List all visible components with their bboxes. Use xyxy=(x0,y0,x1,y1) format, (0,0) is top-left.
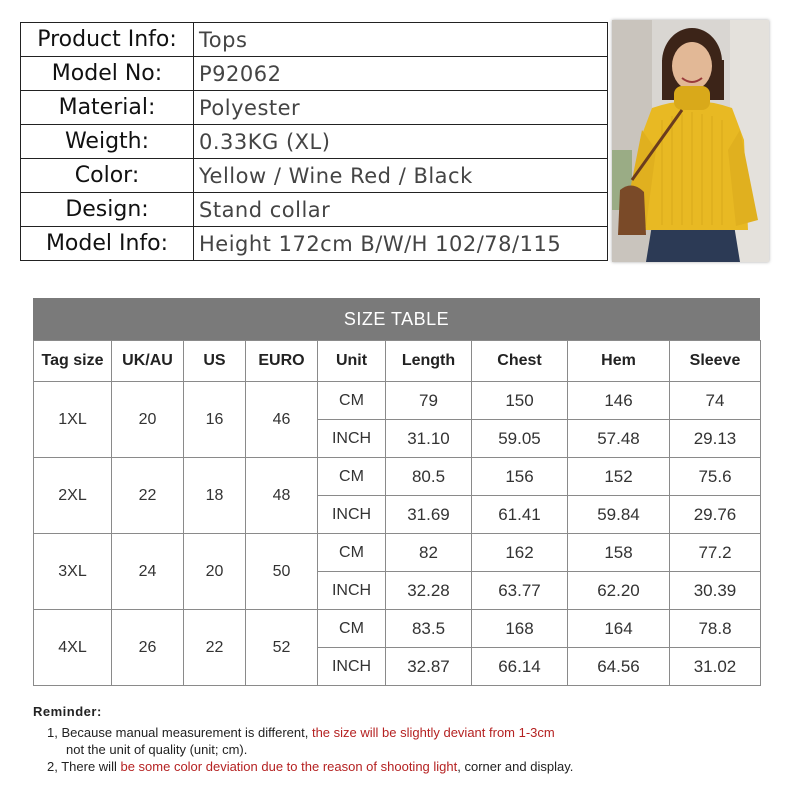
model-photo xyxy=(612,20,769,262)
chest-cell: 168 xyxy=(472,610,568,648)
info-value: Yellow / Wine Red / Black xyxy=(194,159,608,193)
euro-cell: 50 xyxy=(246,534,318,610)
euro-cell: 48 xyxy=(246,458,318,534)
info-value: Stand collar xyxy=(194,193,608,227)
info-label: Model Info: xyxy=(21,227,194,261)
sleeve-cell: 77.2 xyxy=(670,534,761,572)
hem-cell: 59.84 xyxy=(568,496,670,534)
us-cell: 22 xyxy=(184,610,246,686)
reminder-highlight: the size will be slightly deviant from 1-3cm xyxy=(311,725,555,740)
uk-au-cell: 20 xyxy=(112,382,184,458)
tag-size-cell: 1XL xyxy=(34,382,112,458)
product-info-table xyxy=(20,22,608,261)
us-cell: 16 xyxy=(184,382,246,458)
column-header: Length xyxy=(386,341,472,382)
hem-cell: 146 xyxy=(568,382,670,420)
table-row xyxy=(34,534,761,572)
reminder-highlight: be some color deviation due to the reason of shooting light xyxy=(120,759,458,774)
hem-cell: 158 xyxy=(568,534,670,572)
info-row-design xyxy=(21,193,608,227)
hem-cell: 152 xyxy=(568,458,670,496)
info-row-product xyxy=(21,23,608,57)
info-row-model-no xyxy=(21,57,608,91)
info-value: Tops xyxy=(194,23,608,57)
info-row-weight xyxy=(21,125,608,159)
hem-cell: 57.48 xyxy=(568,420,670,458)
sleeve-cell: 74 xyxy=(670,382,761,420)
unit-cell: CM xyxy=(318,458,386,496)
uk-au-cell: 26 xyxy=(112,610,184,686)
sleeve-cell: 29.13 xyxy=(670,420,761,458)
size-chart xyxy=(33,298,760,686)
sleeve-cell: 30.39 xyxy=(670,572,761,610)
info-label: Material: xyxy=(21,91,194,125)
us-cell: 20 xyxy=(184,534,246,610)
reminder-title: Reminder: xyxy=(33,704,102,719)
unit-cell: INCH xyxy=(318,420,386,458)
column-header: EURO xyxy=(246,341,318,382)
length-cell: 32.87 xyxy=(386,648,472,686)
column-header: US xyxy=(184,341,246,382)
reminder-text: 1, Because manual measurement is different, xyxy=(47,725,312,740)
info-value: P92062 xyxy=(194,57,608,91)
tag-size-cell: 3XL xyxy=(34,534,112,610)
reminder-section xyxy=(33,704,773,775)
length-cell: 83.5 xyxy=(386,610,472,648)
hem-cell: 164 xyxy=(568,610,670,648)
euro-cell: 46 xyxy=(246,382,318,458)
chest-cell: 59.05 xyxy=(472,420,568,458)
info-row-model-info xyxy=(21,227,608,261)
length-cell: 82 xyxy=(386,534,472,572)
tag-size-cell: 4XL xyxy=(34,610,112,686)
info-value: 0.33KG (XL) xyxy=(194,125,608,159)
length-cell: 80.5 xyxy=(386,458,472,496)
info-label: Color: xyxy=(21,159,194,193)
info-label: Model No: xyxy=(21,57,194,91)
reminder-text: 2, There will xyxy=(47,759,121,774)
column-header: Sleeve xyxy=(670,341,761,382)
chest-cell: 66.14 xyxy=(472,648,568,686)
unit-cell: CM xyxy=(318,610,386,648)
reminder-line-1 xyxy=(47,724,773,741)
chest-cell: 61.41 xyxy=(472,496,568,534)
size-table xyxy=(33,340,761,686)
info-value: Height 172cm B/W/H 102/78/115 xyxy=(194,227,608,261)
info-row-material xyxy=(21,91,608,125)
hem-cell: 62.20 xyxy=(568,572,670,610)
info-label: Product Info: xyxy=(21,23,194,57)
length-cell: 79 xyxy=(386,382,472,420)
us-cell: 18 xyxy=(184,458,246,534)
sleeve-cell: 75.6 xyxy=(670,458,761,496)
column-header: UK/AU xyxy=(112,341,184,382)
size-table-header-row xyxy=(34,341,761,382)
unit-cell: CM xyxy=(318,534,386,572)
reminder-text: , corner and display. xyxy=(457,759,574,774)
sleeve-cell: 78.8 xyxy=(670,610,761,648)
table-row xyxy=(34,382,761,420)
chest-cell: 156 xyxy=(472,458,568,496)
hem-cell: 64.56 xyxy=(568,648,670,686)
column-header: Tag size xyxy=(34,341,112,382)
unit-cell: CM xyxy=(318,382,386,420)
sleeve-cell: 29.76 xyxy=(670,496,761,534)
column-header: Hem xyxy=(568,341,670,382)
length-cell: 32.28 xyxy=(386,572,472,610)
unit-cell: INCH xyxy=(318,648,386,686)
length-cell: 31.10 xyxy=(386,420,472,458)
unit-cell: INCH xyxy=(318,572,386,610)
euro-cell: 52 xyxy=(246,610,318,686)
uk-au-cell: 22 xyxy=(112,458,184,534)
info-value: Polyester xyxy=(194,91,608,125)
tag-size-cell: 2XL xyxy=(34,458,112,534)
column-header: Chest xyxy=(472,341,568,382)
length-cell: 31.69 xyxy=(386,496,472,534)
reminder-line-1-cont: not the unit of quality (unit; cm). xyxy=(66,742,248,757)
size-table-title: SIZE TABLE xyxy=(33,298,760,340)
table-row xyxy=(34,458,761,496)
chest-cell: 150 xyxy=(472,382,568,420)
sleeve-cell: 31.02 xyxy=(670,648,761,686)
unit-cell: INCH xyxy=(318,496,386,534)
info-row-color xyxy=(21,159,608,193)
info-label: Weigth: xyxy=(21,125,194,159)
table-row xyxy=(34,610,761,648)
column-header: Unit xyxy=(318,341,386,382)
chest-cell: 162 xyxy=(472,534,568,572)
uk-au-cell: 24 xyxy=(112,534,184,610)
reminder-line-2 xyxy=(47,758,773,775)
info-label: Design: xyxy=(21,193,194,227)
chest-cell: 63.77 xyxy=(472,572,568,610)
